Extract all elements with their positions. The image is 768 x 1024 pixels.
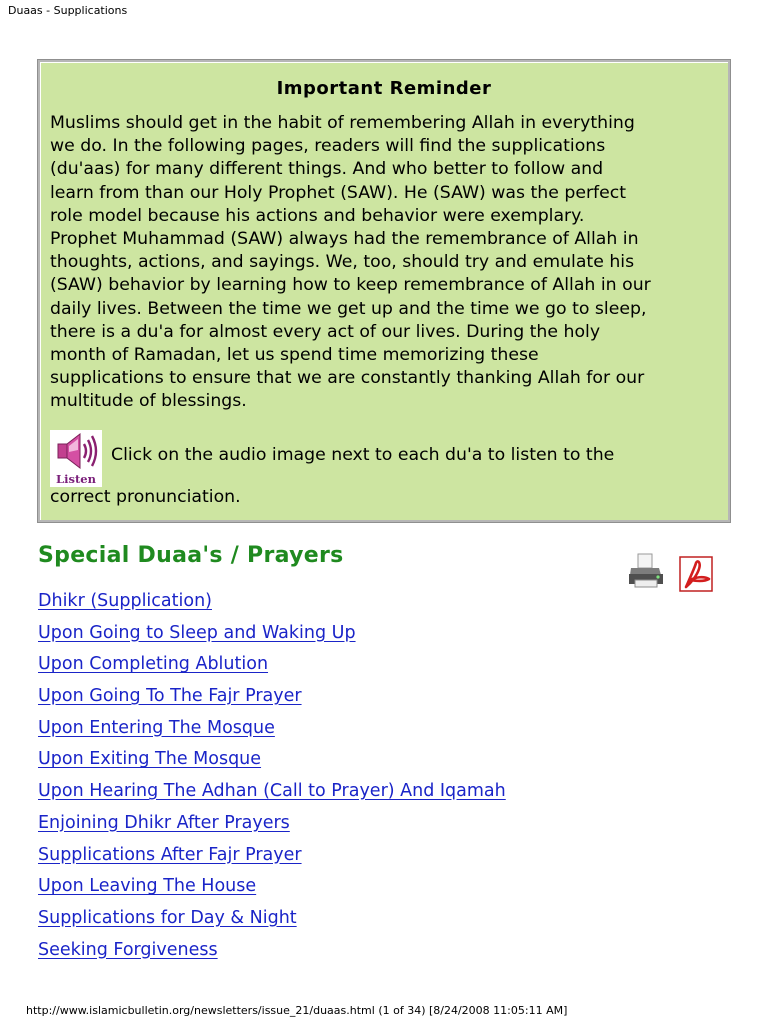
reminder-body — [50, 112, 718, 414]
reminder-line: daily lives. Between the time we get up and the time we go to sleep, — [50, 298, 647, 319]
link-ablution[interactable]: Upon Completing Ablution — [38, 654, 269, 675]
list-item — [38, 746, 506, 778]
reminder-line: month of Ramadan, let us spend time memorizing these — [50, 345, 539, 366]
list-item — [38, 905, 506, 937]
link-dhikr[interactable]: Dhikr (Supplication) — [38, 591, 212, 611]
reminder-line: (SAW) behavior by learning how to keep remembrance of Allah in our — [50, 275, 651, 296]
reminder-line: Muslims should get in the habit of remembering Allah in everything — [50, 113, 635, 133]
list-item — [38, 651, 506, 683]
reminder-title: Important Reminder — [276, 78, 492, 99]
list-item — [38, 842, 506, 874]
link-after-fajr[interactable]: Supplications After Fajr Prayer — [38, 844, 302, 865]
important-reminder-box — [38, 60, 730, 522]
list-item — [38, 715, 506, 747]
listen-speaker-icon[interactable] — [50, 430, 102, 487]
listen-text-line-1: Click on the audio image next to each du'a to listen to the — [111, 445, 615, 465]
link-adhan-iqamah[interactable]: Upon Hearing The Adhan (Call to Prayer) And Iqamah — [38, 781, 506, 802]
link-seeking-forgiveness[interactable]: Seeking Forgiveness — [38, 939, 218, 960]
reminder-line: (du'aas) for many different things. And who better to follow and — [50, 159, 604, 180]
reminder-line: there is a du'a for almost every act of our lives. During the holy — [50, 321, 601, 342]
link-day-night[interactable]: Supplications for Day & Night — [38, 907, 297, 928]
printer-icon[interactable] — [629, 554, 663, 587]
section-title: Special Duaa's / Prayers — [38, 543, 344, 568]
link-fajr-prayer[interactable]: Upon Going To The Fajr Prayer — [38, 686, 302, 707]
link-entering-mosque[interactable]: Upon Entering The Mosque — [38, 717, 275, 738]
reminder-line: supplications to ensure that we are constantly thanking Allah for our — [50, 368, 645, 389]
listen-text-line-2: correct pronunciation. — [50, 487, 241, 507]
duaa-link-list — [38, 588, 506, 968]
link-dhikr-after-prayers[interactable]: Enjoining Dhikr After Prayers — [38, 812, 290, 833]
list-item — [38, 937, 506, 969]
reminder-line: role model because his actions and behavior were exemplary. — [50, 205, 585, 226]
reminder-line: we do. In the following pages, readers will find the supplications — [50, 136, 606, 157]
tool-icons — [628, 550, 718, 594]
reminder-line: Prophet Muhammad (SAW) always had the remembrance of Allah in — [50, 229, 639, 250]
list-item — [38, 683, 506, 715]
list-item — [38, 620, 506, 652]
list-item — [38, 810, 506, 842]
reminder-line: learn from than our Holy Prophet (SAW). He (SAW) was the perfect — [50, 182, 627, 203]
list-item — [38, 873, 506, 905]
link-sleep-waking[interactable]: Upon Going to Sleep and Waking Up — [38, 622, 356, 643]
link-exiting-mosque[interactable]: Upon Exiting The Mosque — [38, 749, 262, 770]
reminder-line: multitude of blessings. — [50, 391, 247, 412]
list-item — [38, 588, 506, 620]
page-footer-url: http://www.islamicbulletin.org/newsletters/issue_21/duaas.html (1 of 34) [8/24/2008 11:05:11 AM] — [26, 1004, 568, 1017]
pdf-icon[interactable] — [680, 557, 712, 591]
listen-icon-label: Listen — [56, 472, 96, 486]
page-header-title: Duaas - Supplications — [8, 4, 128, 17]
list-item — [38, 778, 506, 810]
reminder-line: thoughts, actions, and sayings. We, too, should try and emulate his — [50, 252, 635, 273]
link-leaving-house[interactable]: Upon Leaving The House — [38, 876, 257, 897]
